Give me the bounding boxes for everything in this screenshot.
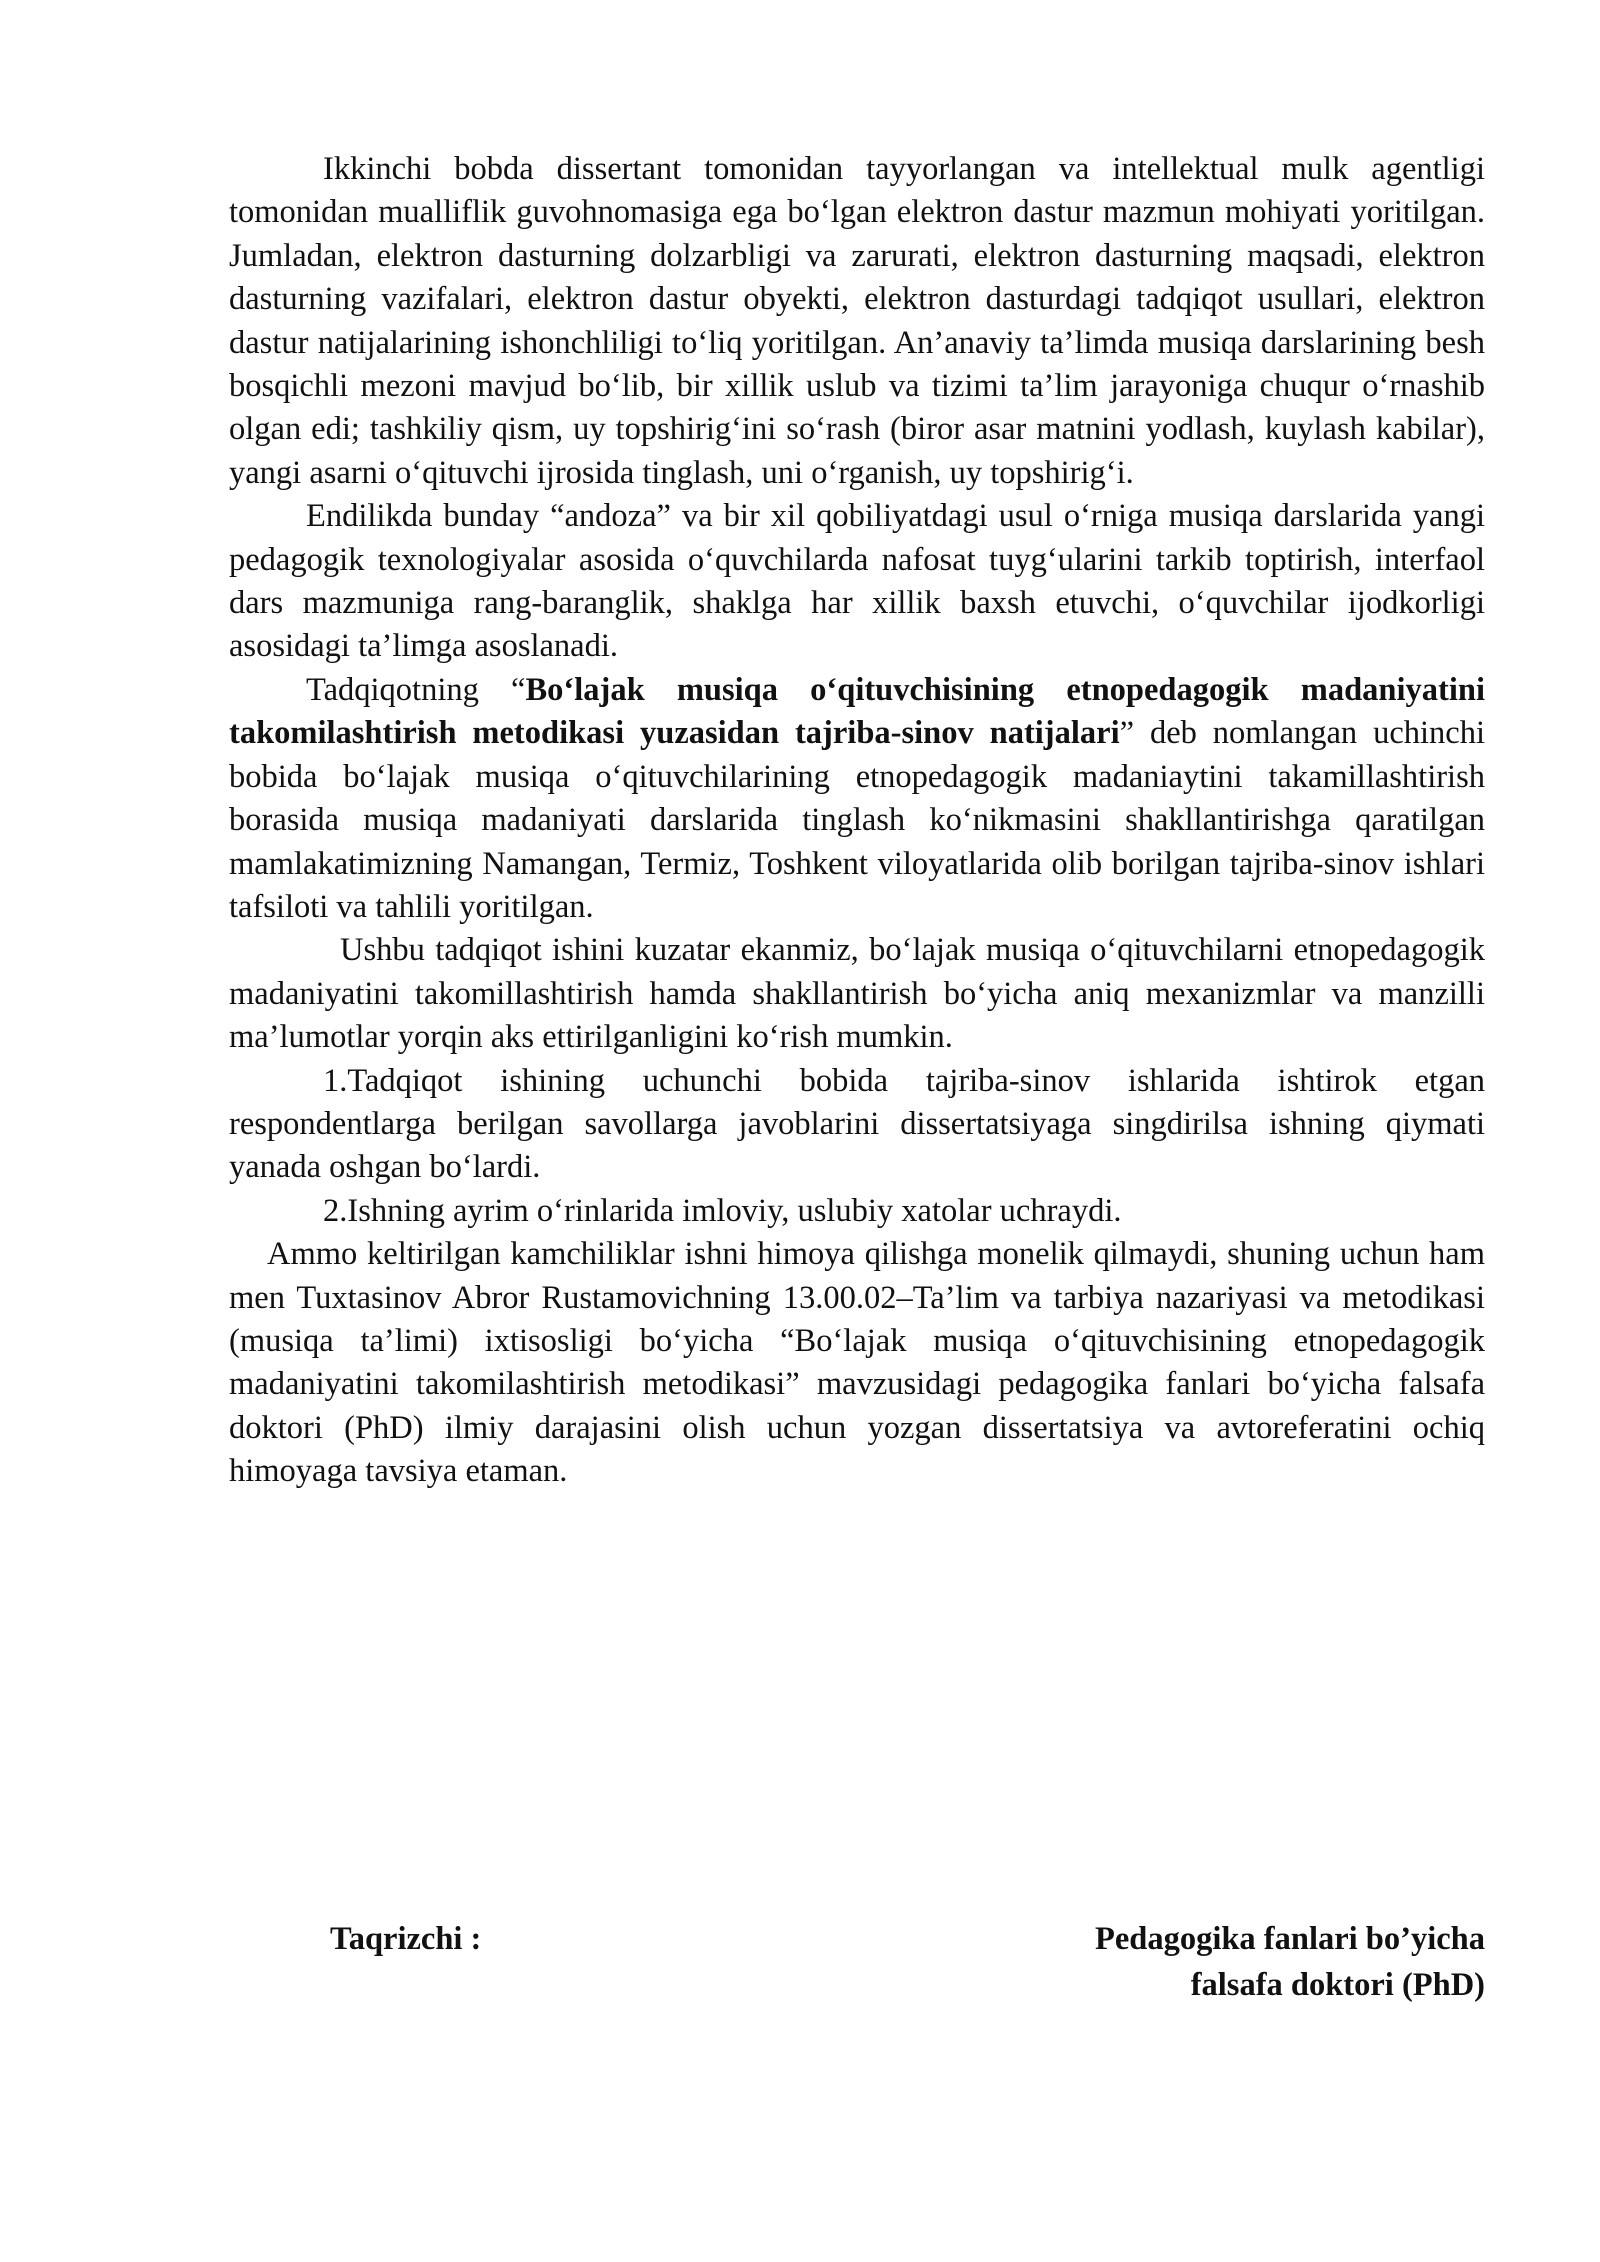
- paragraph-conclusion: Ammo keltirilgan kamchiliklar ishni himoya qilishga monelik qilmaydi, shuning uchun ham men Tuxtasinov Abror Rustamovichning 13.00.02–Ta’lim va tarbiya nazariyasi va metodikasi (musiqa ta’limi) ixtisosligi bo‘yicha “Bo‘lajak musiqa o‘qituvchisining etnopedagogik madaniyatini takomilashtirish metodikasi” mavzusidagi pedagogika fanlari bo‘yicha falsafa doktori (PhD) ilmiy darajasini olish uchun yozgan dissertatsiya va avtoreferatini ochiq himoyaga tavsiya etaman.: [229, 1236, 1485, 1490]
- reviewer-title-line-2: falsafa doktori (PhD): [1190, 1967, 1485, 2003]
- remark-two: 2.Ishning ayrim o‘rinlarida imloviy, uslubiy xatolar uchraydi.: [323, 1192, 1122, 1229]
- reviewer-title-line-1: Pedagogika fanlari bo’yicha: [1094, 1921, 1485, 1957]
- paragraph-chapter-two-summary: Ikkinchi bobda dissertant tomonidan tayyorlangan va intellektual mulk agentligi tomonidan mualliflik guvohnomasiga ega bo‘lgan elektron dastur mazmun mohiyati yoritilgan. Jumladan, elektron dasturning dolzarbligi va zarurati, elektron dasturning maqsadi, elektron dasturning vazifalari, elektron dastur obyekti, elektron dasturdagi tadqiqot usullari, elektron dastur natijalarining ishonchliligi to‘liq yoritilgan. An’anaviy ta’limda musiqa darslarining besh bosqichli mezoni mavjud bo‘lib, bir xillik uslub va tizimi ta’lim jarayoniga chuqur o‘rnashib olgan edi; tashkiliy qism, uy topshirig‘ini so‘rash (biror asar matnini yodlash, kuylash kabilar), yangi asarni o‘qituvchi ijrosida tinglash, uni o‘rganish, uy topshirig‘i.: [229, 151, 1485, 491]
- reviewer-label: Taqrizchi :: [330, 1921, 482, 1957]
- paragraph-chapter-three-intro: Tadqiqotning “: [306, 671, 526, 708]
- remark-one: 1.Tadqiqot ishining uchunchi bobida tajriba-sinov ishlarida ishtirok etgan respondentlarga berilgan savollarga javoblarini dissertatsiyaga singdirilsa ishning qiymati yanada oshgan bo‘lardi.: [229, 1062, 1485, 1186]
- document-body: [229, 148, 1485, 1494]
- paragraph-observation: Ushbu tadqiqot ishini kuzatar ekanmiz, bo‘lajak musiqa o‘qituvchilarni etnopedagogik madaniyatini takomillashtirish hamda shakllantirish bo‘yicha aniq mexanizmlar va manzilli ma’lumotlar yorqin aks ettirilganligini ko‘rish mumkin.: [229, 932, 1485, 1056]
- paragraph-chapter-three-summary: [229, 669, 1485, 929]
- paragraph-chapter-three-rest: ” deb nomlangan uchinchi bobida bo‘lajak musiqa o‘qituvchilarining etnopedagogik madaniaytini takamillashtirish borasida musiqa madaniyati darslarida tinglash ko‘nikmasini shakllantirishga qaratilgan mamlakatimizning Namangan, Termiz, Toshkent viloyatlarida olib borilgan tajriba-sinov ishlari tafsiloti va tahlili yoritilgan.: [229, 715, 1485, 925]
- chapter-three-title: Bo‘lajak musiqa o‘qituvchisining etnopedagogik madaniyatini takomilashtirish metodikasi yuzasidan tajriba-sinov natijalari: [229, 671, 1485, 752]
- reviewer-title: [1095, 1916, 1485, 2008]
- paragraph-new-approach: Endilikda bunday “andoza” va bir xil qobiliyatdagi usul o‘rniga musiqa darslarida yangi pedagogik texnologiyalar asosida o‘quvchilarda nafosat tuyg‘ularini tarkib toptirish, interfaol dars mazmuniga rang-baranglik, shaklga har xillik baxsh etuvchi, o‘quvchilar ijodkorligi asosidagi ta’limga asoslanadi.: [229, 498, 1485, 665]
